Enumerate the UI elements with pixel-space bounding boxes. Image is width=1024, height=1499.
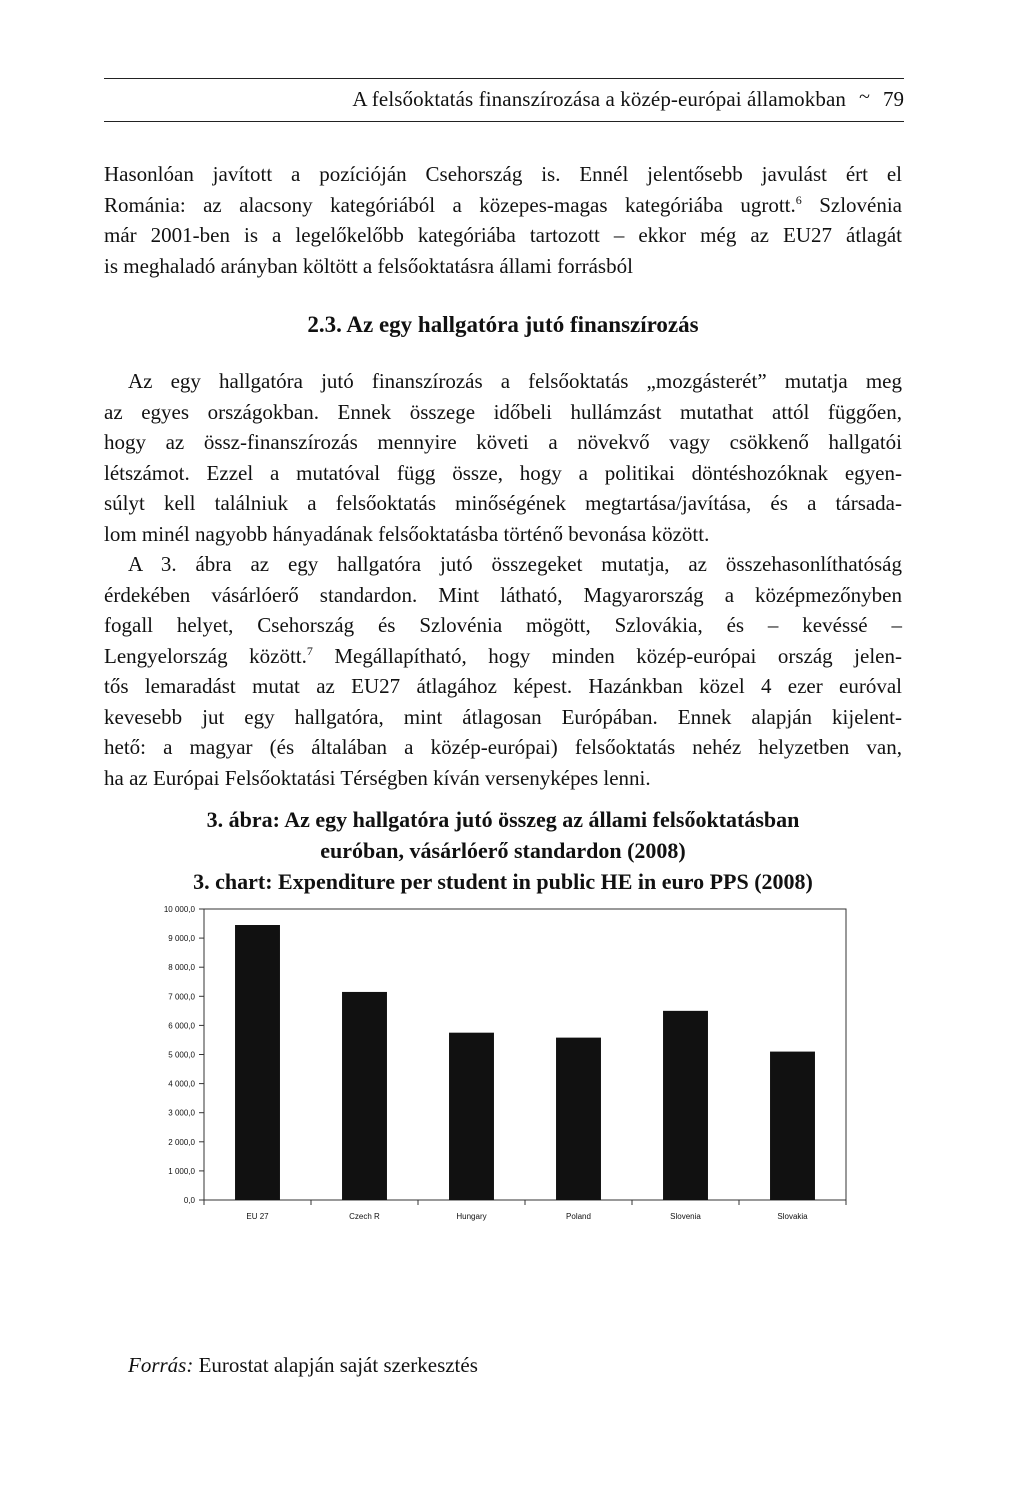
bar[interactable] xyxy=(449,1033,494,1200)
figure-title xyxy=(104,804,902,897)
text-line: hető: a magyar (és általában a közép-európai) felsőoktatás nehéz helyzetben van, xyxy=(104,735,902,759)
y-tick-label: 4 000,0 xyxy=(168,1079,195,1089)
text-line xyxy=(104,641,902,672)
figure-title-hu-line1: 3. ábra: Az egy hallgatóra jutó összeg az állami felsőoktatásban xyxy=(206,807,800,832)
text-line: tős lemaradást mutat az EU27 átlagához képest. Hazánkban közel 4 ezer euróval xyxy=(104,674,902,698)
text-fragment: Szlovénia xyxy=(801,192,902,217)
paragraph-3 xyxy=(104,549,902,793)
x-tick-label: Slovakia xyxy=(777,1212,808,1221)
bar[interactable] xyxy=(663,1011,708,1200)
bar[interactable] xyxy=(556,1038,601,1200)
source-text: Eurostat alapján saját szerkesztés xyxy=(193,1353,478,1377)
page-number: 79 xyxy=(883,87,904,111)
figure-title-hu-line2: euróban, vásárlóerő standardon (2008) xyxy=(320,838,686,863)
text-line: lom minél nagyobb hányadának felsőoktatásba történő bevonása között. xyxy=(104,521,710,546)
text-line: A 3. ábra az egy hallgatóra jutó összegeket mutatja, az összehasonlíthatóság xyxy=(128,552,902,576)
text-line: fogall helyet, Csehország és Szlovénia mögött, Szlovákia, és – kevéssé – xyxy=(104,613,902,637)
plot-area xyxy=(204,909,846,1200)
text-fragment: Megállapítható, hogy minden közép-európai ország jelen- xyxy=(312,643,902,668)
section-heading: 2.3. Az egy hallgatóra jutó finanszírozás xyxy=(307,312,699,337)
bar[interactable] xyxy=(235,925,280,1200)
footnote-ref-7[interactable]: 7 xyxy=(306,643,313,658)
y-tick-label: 1 000,0 xyxy=(168,1166,195,1176)
y-tick-label: 0,0 xyxy=(183,1196,195,1205)
running-header xyxy=(104,78,904,122)
text-line: ha az Európai Felsőoktatási Térségben kíván versenyképes lenni. xyxy=(104,765,651,790)
text-line: Hasonlóan javított a pozícióján Csehország is. Ennél jelentősebb javulást ért el xyxy=(104,162,902,186)
text-fragment: Lengyelország között. xyxy=(104,643,307,668)
footnote-ref-6[interactable]: 6 xyxy=(795,192,802,207)
figure-source xyxy=(128,1353,478,1378)
y-tick-label: 6 000,0 xyxy=(168,1021,195,1031)
y-tick-label: 10 000,0 xyxy=(163,905,195,914)
text-line: is meghaladó arányban költött a felsőoktatásra állami forrásból xyxy=(104,253,633,278)
y-tick-label: 2 000,0 xyxy=(168,1137,195,1147)
bar[interactable] xyxy=(342,992,387,1200)
y-tick-label: 3 000,0 xyxy=(168,1108,195,1118)
y-tick-label: 9 000,0 xyxy=(168,934,195,944)
text-line: az egyes országokban. Ennek összege időbeli hullámzást mutathat attól függően, xyxy=(104,399,902,424)
y-tick-label: 8 000,0 xyxy=(168,963,195,973)
text-fragment: Románia: az alacsony kategóriából a közepes-magas kategóriába ugrott. xyxy=(104,192,796,217)
y-tick-label: 7 000,0 xyxy=(168,992,195,1002)
running-title: A felsőoktatás finanszírozása a közép-európai államokban xyxy=(352,87,846,111)
text-line: kevesebb jut egy hallgatóra, mint átlagosan Európában. Ennek alapján kijelent- xyxy=(104,704,902,729)
text-line: Az egy hallgatóra jutó finanszírozás a felsőoktatás „mozgásterét” mutatja meg xyxy=(128,369,902,393)
x-tick-label: Hungary xyxy=(456,1212,487,1221)
paragraph-1 xyxy=(104,159,902,281)
x-tick-label: Czech R xyxy=(349,1212,380,1221)
figure-title-en: 3. chart: Expenditure per student in public HE in euro PPS (2008) xyxy=(193,869,813,894)
text-line: már 2001-ben is a legelőkelőbb kategóriába tartozott – ekkor még az EU27 átlagát xyxy=(104,223,902,247)
x-tick-label: Poland xyxy=(566,1212,591,1221)
x-tick-label: Slovenia xyxy=(670,1212,701,1221)
bar[interactable] xyxy=(770,1052,815,1200)
source-label: Forrás: xyxy=(128,1353,194,1377)
header-separator: ~ xyxy=(859,86,870,108)
text-line: érdekében vásárlóerő standardon. Mint látható, Magyarország a középmezőnyben xyxy=(104,582,902,607)
bar-chart xyxy=(140,896,860,1236)
text-line: súlyt kell találniuk a felsőoktatás minőségének megtartása/javítása, és a társada- xyxy=(104,491,902,515)
text-line: létszámot. Ezzel a mutatóval függ össze, hogy a politikai döntéshozóknak egyen- xyxy=(104,460,902,485)
y-tick-label: 5 000,0 xyxy=(168,1050,195,1060)
x-tick-label: EU 27 xyxy=(246,1212,269,1221)
text-line xyxy=(104,190,902,221)
paragraph-2 xyxy=(104,366,902,549)
text-line: hogy az össz-finanszírozás mennyire követi a növekvő vagy csökkenő hallgatói xyxy=(104,430,902,454)
